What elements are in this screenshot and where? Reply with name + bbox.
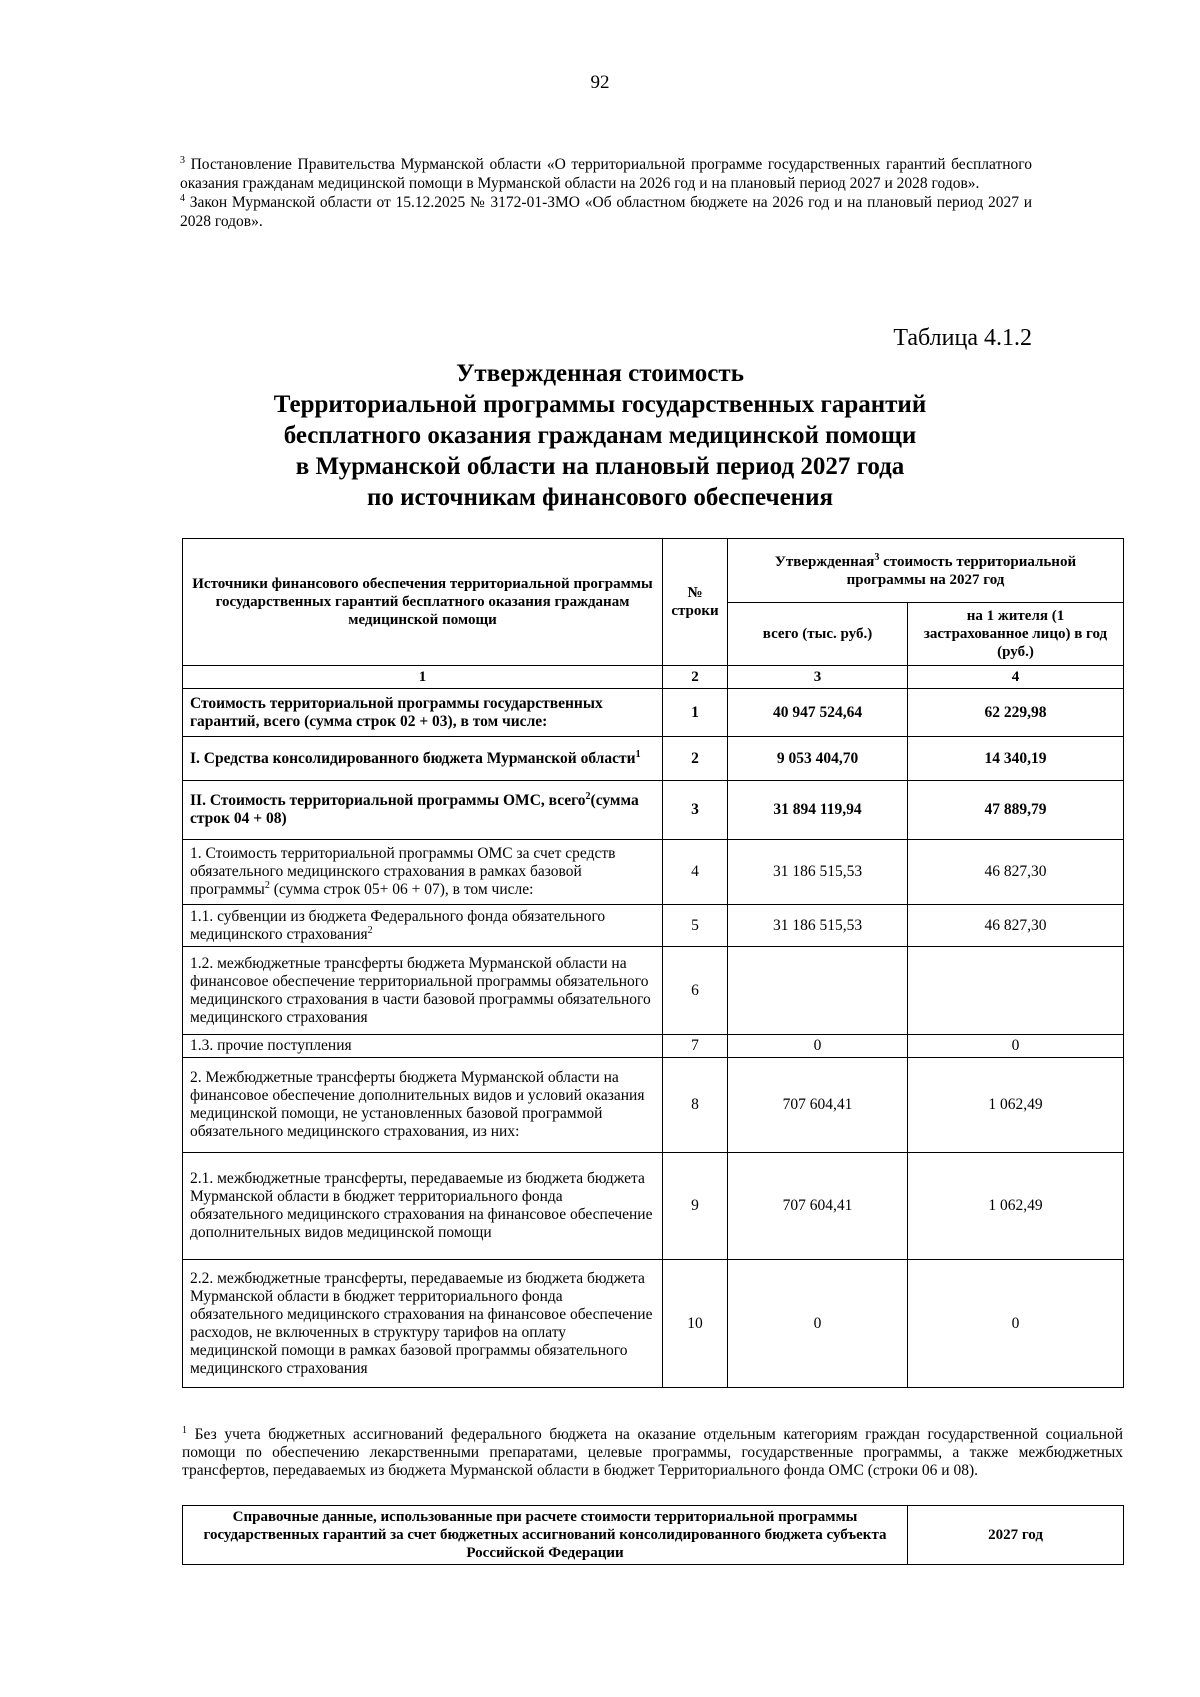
table-row: 1.2. межбюджетные трансферты бюджета Мурманской области на финансовое обеспечение территориальной программы обязательного медицинского страхования в части базовой программы обязательного медицинского страхования 6: [183, 947, 1124, 1035]
header-row-no: № строки: [663, 539, 728, 666]
header-approved: Утвержденная$^3$ стоимость территориальной программы на 2027 год: [728, 539, 1124, 603]
page-number: 92: [590, 72, 610, 93]
col-number: 4: [908, 666, 1124, 689]
col-number: 3: [728, 666, 908, 689]
header-total: всего (тыс. руб.): [728, 603, 908, 666]
table-row: 2.1. межбюджетные трансферты, передаваемые из бюджета бюджета Мурманской области в бюджет территориального фонда обязательного медицинского страхования на финансовое обеспечение дополнительных видов медицинской помощи 9 707 604,41 1 062,49: [183, 1153, 1124, 1260]
table-title: Утвержденная стоимость Территориальной программы государственных гарантий бесплатного оказания гражданам медицинской помощи в Мурманской области на плановый период 2027 года по источникам финансового обеспечения: [273, 360, 927, 511]
header-source: Источники финансового обеспечения территориальной программы государственных гарантий бесплатного оказания гражданам медицинской помощи: [183, 539, 663, 666]
reference-label: Справочные данные, использованные при расчете стоимости территориальной программы государственных гарантий за счет бюджетных ассигнований консолидированного бюджета субъекта Российской Федерации: [183, 1506, 908, 1565]
table-row: Стоимость территориальной программы государственных гарантий, всего (сумма строк 02 + 03), в том числе: 1 40 947 524,64 62 229,98: [183, 689, 1124, 737]
reference-table: [182, 1505, 1124, 1565]
footnote-4: $^4$ Закон Мурманской области от 15.12.2025 № 3172-01-ЗМО «Об областном бюджете на 2026 год и на плановый период 2027 и 2028 годов».: [180, 192, 1032, 230]
table-row: 2.2. межбюджетные трансферты, передаваемые из бюджета бюджета Мурманской области в бюджет территориального фонда обязательного медицинского страхования на финансовое обеспечение расходов, не включенных в структуру тарифов на оплату медицинской помощи в рамках базовой программы обязательного медицинского страхования 10 0 0: [183, 1260, 1124, 1388]
col-number: 2: [663, 666, 728, 689]
footnote-3: $^3$ Постановление Правительства Мурманской области «О территориальной программе государственных гарантий бесплатного оказания гражданам медицинской помощи в Мурманской области на 2026 год и на плановый период 2027 и 2028 годов».: [180, 154, 1033, 192]
col-number: 1: [183, 666, 663, 689]
table-row: 1. Стоимость территориальной программы ОМС за счет средств обязательного медицинского страхования в рамках базовой программы$^2$ (сумма строк 05+ 06 + 07), в том числе: 4 31 186 515,53 46 827,30: [183, 840, 1124, 905]
footnote-1: $^1$ Без учета бюджетных ассигнований федерального бюджета на оказание отдельным категориям граждан государственной социальной помощи по обеспечению лекарственными препаратами, целевые программы, государственные программы, а также межбюджетных трансфертов, передаваемых из бюджета Мурманской области в бюджет Территориального фонда ОМС (строки 06 и 08).: [182, 1424, 1123, 1479]
cost-table: [182, 538, 1124, 1388]
table-row: 1.3. прочие поступления 7 0 0: [183, 1035, 1124, 1058]
table-label: Таблица 4.1.2: [893, 325, 1032, 351]
table-row: I. Средства консолидированного бюджета Мурманской области$^1$ 2 9 053 404,70 14 340,19: [183, 737, 1124, 781]
table-row: 1.1. субвенции из бюджета Федерального фонда обязательного медицинского страхования$^2$ 5 31 186 515,53 46 827,30: [183, 905, 1124, 947]
header-per-capita: на 1 жителя (1 застрахованное лицо) в год (руб.): [908, 603, 1124, 666]
reference-year: 2027 год: [908, 1506, 1124, 1565]
table-row: 2. Межбюджетные трансферты бюджета Мурманской области на финансовое обеспечение дополнительных видов и условий оказания медицинской помощи, не установленных базовой программой обязательного медицинского страхования, из них: 8 707 604,41 1 062,49: [183, 1058, 1124, 1153]
footnotes-top: [180, 155, 1032, 231]
table-row: II. Стоимость территориальной программы ОМС, всего$^2$(сумма строк 04 + 08) 3 31 894 119,94 47 889,79: [183, 781, 1124, 840]
